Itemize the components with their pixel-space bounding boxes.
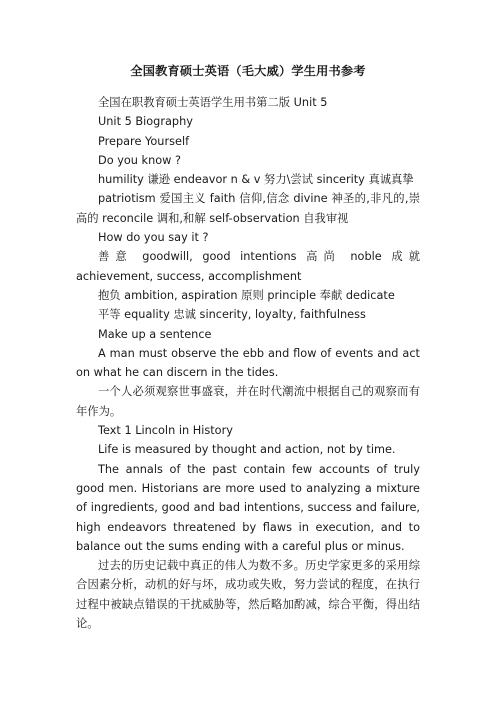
paragraph-sentence-en: A man must observe the ebb and flow of events and act on what he can discern in the tides. (76, 346, 420, 380)
document-title: 全国教育硕士英语（毛大威）学生用书参考 (130, 64, 366, 78)
paragraph-text-heading: Text 1 Lincoln in History (98, 424, 233, 438)
paragraph-vocab-3: 善意 goodwill, good intentions 高尚 noble 成就 achievement, success, accomplishment (76, 250, 420, 283)
paragraph-body-cn: 过去的历史记载中真正的伟人为数不多。历史学家更多的采用综合因素分析，动机的好与坏，成功或失败，努力尝试的程度，在执行过程中被缺点错误的干扰威胁等，然后略加酌减，综合平衡，得出结论。 (76, 559, 420, 631)
paragraph-quote: Life is measured by thought and action, not by time. (98, 443, 396, 457)
paragraph-unit-heading: Unit 5 Biography (98, 115, 193, 129)
paragraph-vocab-2: patriotism 爱国主义 faith 信仰,信念 divine 神圣的,非凡的,崇高的 reconcile 调和,和解 self-observation 自我审视 (76, 192, 420, 225)
paragraph-how-do-you-say: How do you say it ? (98, 231, 209, 245)
paragraph-make-sentence: Make up a sentence (98, 327, 212, 341)
paragraph-vocab-5: 平等 equality 忠诚 sincerity, loyalty, faithfulness (98, 308, 366, 322)
paragraph-body-en: The annals of the past contain few accounts of truly good men. Historians are more used to analyzing a mixture of ingredients, good and bad intentions, success and failure, high endeavors threatened by flaws in execution, and to balance out the sums ending with a careful plus or minus. (76, 462, 420, 553)
paragraph-prepare-yourself: Prepare Yourself (98, 134, 190, 148)
paragraph-vocab-1: humility 谦逊 endeavor n & v 努力\尝试 sincerity 真诚真挚 (98, 173, 414, 187)
paragraph-vocab-4: 抱负 ambition, aspiration 原则 principle 奉献 dedicate (98, 288, 395, 302)
paragraph-do-you-know: Do you know ? (98, 153, 181, 167)
paragraph-sentence-cn: 一个人必须观察世事盛衰，并在时代潮流中根据自己的观察而有年作为。 (76, 385, 420, 418)
paragraph-subtitle: 全国在职教育硕士英语学生用书第二版 Unit 5 (98, 96, 328, 109)
